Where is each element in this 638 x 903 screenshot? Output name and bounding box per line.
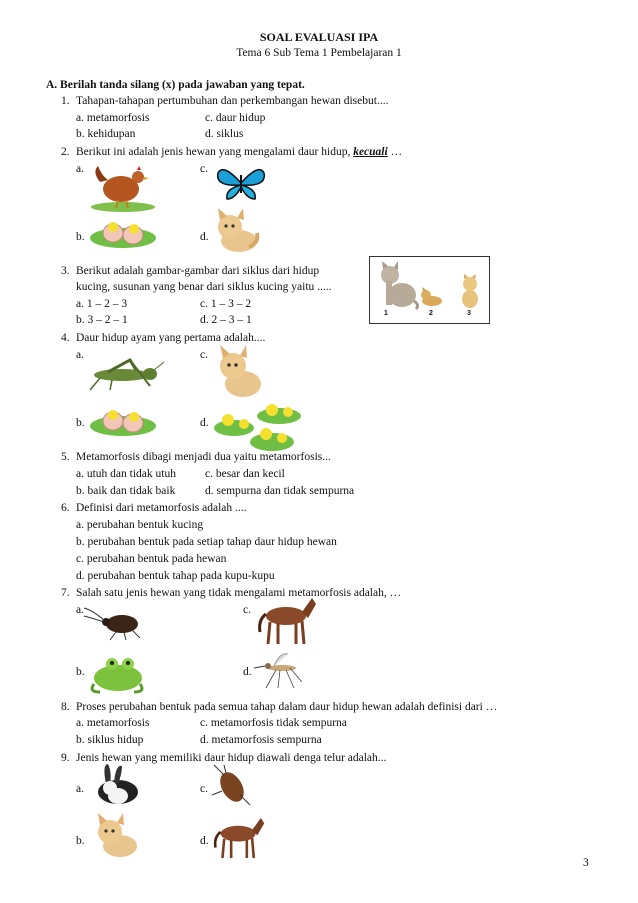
q7-option-d[interactable]: d. <box>243 666 252 678</box>
q6-number: 6. <box>61 502 70 514</box>
cat-label-3: 3 <box>467 310 471 317</box>
q7-number: 7. <box>61 587 70 599</box>
q1-number: 1. <box>61 95 70 107</box>
page-number: 3 <box>583 857 589 869</box>
q3-text-line2: kucing, susunan yang benar dari siklus kucing yaitu ..... <box>76 281 332 293</box>
cat-label-1: 1 <box>384 310 388 317</box>
section-heading: A. Berilah tanda silang (x) pada jawaban yang tepat. <box>46 79 305 91</box>
kitten-icon <box>94 812 140 862</box>
q4-option-c[interactable]: c. <box>200 349 208 361</box>
kitten-icon <box>215 344 265 402</box>
q3-option-b[interactable]: b. 3 – 2 – 1 <box>76 314 128 326</box>
cockroach-icon <box>84 602 144 640</box>
q8-option-b[interactable]: b. siklus hidup <box>76 734 144 746</box>
page-title: SOAL EVALUASI IPA <box>259 30 379 44</box>
q8-text: Proses perubahan bentuk pada semua tahap dalam daur hidup hewan adalah definisi dari … <box>76 701 498 713</box>
q4-number: 4. <box>61 332 70 344</box>
cat-cycle-image <box>369 256 490 324</box>
q2-question <box>76 145 402 159</box>
q4-text: Daur hidup ayam yang pertama adalah.... <box>76 332 266 344</box>
q8-option-a[interactable]: a. metamorfosis <box>76 717 150 729</box>
q6-text: Definisi dari metamorfosis adalah .... <box>76 502 247 514</box>
rabbit-icon <box>88 764 144 806</box>
q1-option-d[interactable]: d. siklus <box>205 128 244 140</box>
chicks-hatching-icon <box>88 402 158 438</box>
q8-option-c[interactable]: c. metamorfosis tidak sempurna <box>200 717 347 729</box>
q7-option-a[interactable]: a. <box>76 604 84 616</box>
q9-option-a[interactable]: a. <box>76 783 84 795</box>
q5-option-b[interactable]: b. baik dan tidak baik <box>76 485 176 497</box>
cockroach-icon <box>210 765 254 807</box>
young-cat-icon <box>458 275 482 309</box>
q3-number: 3. <box>61 265 70 277</box>
butterfly-icon <box>215 163 267 203</box>
q7-option-b[interactable]: b. <box>76 666 85 678</box>
horse-icon <box>212 815 266 861</box>
q1-text: Tahapan-tahapan pertumbuhan dan perkembangan hewan disebut.... <box>76 95 389 107</box>
hen-icon <box>88 162 158 212</box>
q3-option-d[interactable]: d. 2 – 3 – 1 <box>200 314 252 326</box>
q4-option-b[interactable]: b. <box>76 417 85 429</box>
q6-option-b[interactable]: b. perubahan bentuk pada setiap tahap daur hidup hewan <box>76 536 337 548</box>
q1-option-c[interactable]: c. daur hidup <box>205 112 266 124</box>
q5-option-d[interactable]: d. sempurna dan tidak sempurna <box>205 485 355 497</box>
q2-ellipsis: … <box>390 146 403 158</box>
q2-text: Berikut ini adalah jenis hewan yang mengalami daur hidup, <box>76 146 351 158</box>
frog-icon <box>88 654 146 694</box>
q2-option-c[interactable]: c. <box>200 163 208 175</box>
q9-number: 9. <box>61 752 70 764</box>
q2-number: 2. <box>61 146 70 158</box>
chicks-hatching-icon <box>88 214 158 250</box>
q2-option-d[interactable]: d. <box>200 231 209 243</box>
q9-text: Jenis hewan yang memiliki daur hidup diawali denga telur adalah... <box>76 752 387 764</box>
q8-option-d[interactable]: d. metamorfosis sempurna <box>200 734 322 746</box>
q1-option-a[interactable]: a. metamorfosis <box>76 112 150 124</box>
q2-emphasis: kecuali <box>353 146 388 158</box>
q3-option-a[interactable]: a. 1 – 2 – 3 <box>76 298 128 310</box>
q6-option-a[interactable]: a. perubahan bentuk kucing <box>76 519 204 531</box>
chicks-group-icon <box>214 402 304 452</box>
q1-option-b[interactable]: b. kehidupan <box>76 128 136 140</box>
mosquito-icon <box>254 650 304 690</box>
q7-option-c[interactable]: c. <box>243 604 251 616</box>
q9-option-d[interactable]: d. <box>200 835 209 847</box>
page-subtitle: Tema 6 Sub Tema 1 Pembelajaran 1 <box>236 47 402 59</box>
q7-text: Salah satu jenis hewan yang tidak mengalami metamorfosis adalah, … <box>76 587 402 599</box>
q9-option-b[interactable]: b. <box>76 835 85 847</box>
q8-number: 8. <box>61 701 70 713</box>
q9-option-c[interactable]: c. <box>200 783 208 795</box>
horse-icon <box>256 596 318 646</box>
q6-option-c[interactable]: c. perubahan bentuk pada hewan <box>76 553 227 565</box>
q6-option-d[interactable]: d. perubahan bentuk tahap pada kupu-kupu <box>76 570 275 582</box>
grasshopper-icon <box>80 358 164 392</box>
small-kitten-icon <box>420 287 444 307</box>
q3-text-line1: Berikut adalah gambar-gambar dari siklus dari hidup <box>76 265 320 277</box>
q3-option-c[interactable]: c. 1 – 3 – 2 <box>200 298 252 310</box>
q2-option-b[interactable]: b. <box>76 231 85 243</box>
q4-option-d[interactable]: d. <box>200 417 209 429</box>
q5-option-c[interactable]: c. besar dan kecil <box>205 468 285 480</box>
kitten-icon <box>213 207 261 257</box>
q2-option-a[interactable]: a. <box>76 163 84 175</box>
adult-cat-icon <box>374 261 420 309</box>
q5-number: 5. <box>61 451 70 463</box>
q4-option-a[interactable]: a. <box>76 349 84 361</box>
cat-label-2: 2 <box>429 310 433 317</box>
q5-option-a[interactable]: a. utuh dan tidak utuh <box>76 468 176 480</box>
q5-text: Metamorfosis dibagi menjadi dua yaitu metamorfosis... <box>76 451 331 463</box>
